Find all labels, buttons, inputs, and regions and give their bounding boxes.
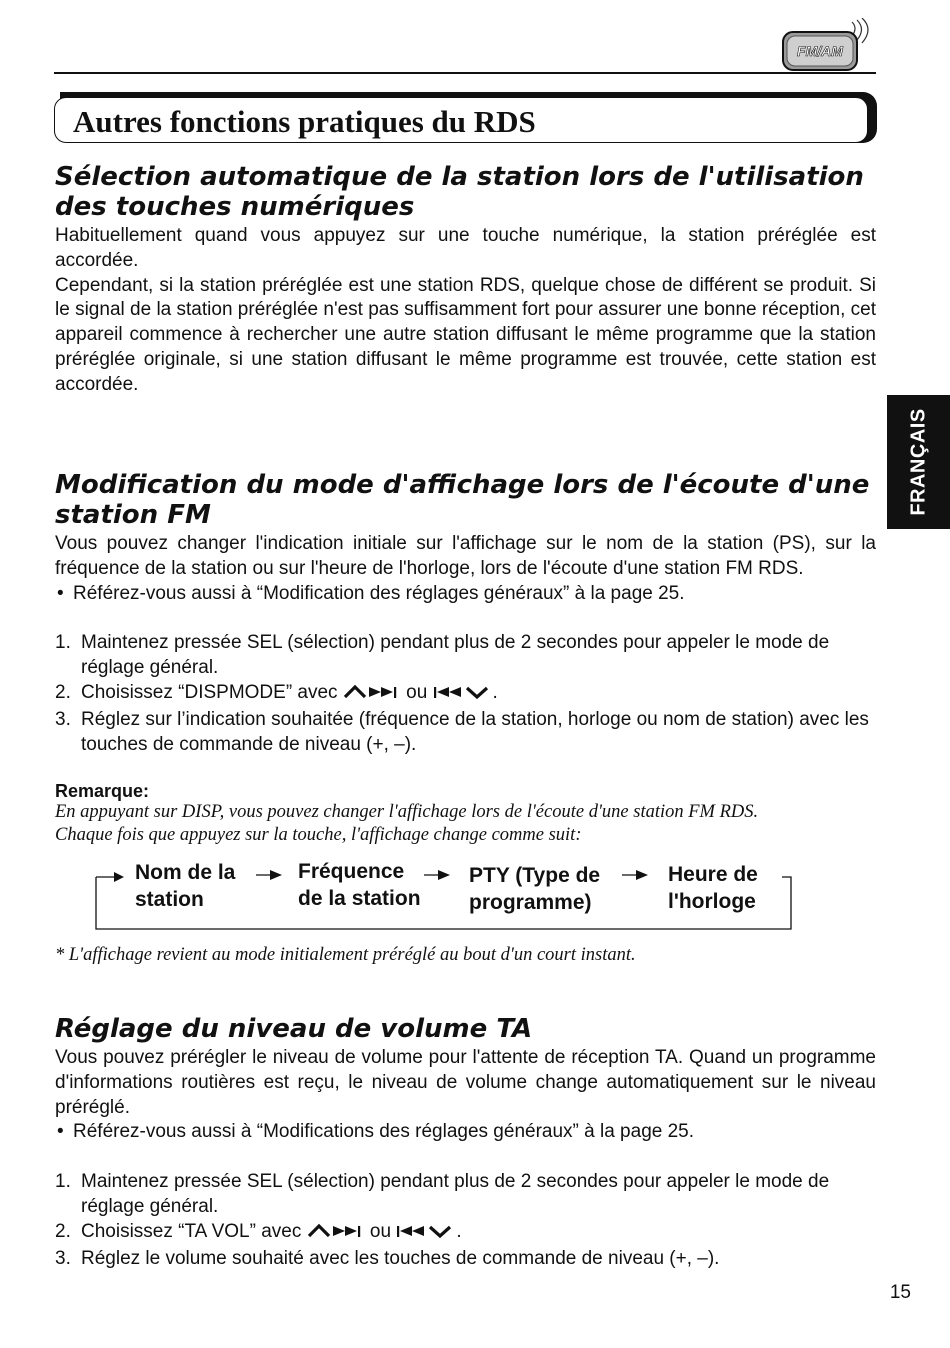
step-text: Choisissez “TA VOL” avec xyxy=(81,1220,302,1242)
bullet-mark: • xyxy=(57,1121,64,1143)
section-2-para-1: Vous pouvez changer l'indication initiale sur l'affichage sur le nom de la station (PS), sur la fréquence de la station ou sur l'heure de l'horloge, lors de l'écoute d'une station FM RDS. xyxy=(55,533,876,579)
flow-step-frequency: Fréquence de la station xyxy=(298,860,421,910)
prev-down-icon xyxy=(396,1222,456,1247)
header-rule xyxy=(54,72,876,74)
list-item xyxy=(55,1170,876,1220)
language-tab-label: FRANÇAIS xyxy=(907,408,929,516)
section-2-heading-line1: Modification du mode d'affichage lors de l'écoute d'une xyxy=(55,470,870,500)
section-1-para-1: Habituellement quand vous appuyez sur une touche numérique, la station préréglée est accordée. xyxy=(55,225,876,271)
step-number: 3. xyxy=(55,1247,71,1269)
list-item xyxy=(55,681,876,708)
bullet-text: Référez-vous aussi à “Modifications des réglages généraux” à la page 25. xyxy=(73,1121,695,1143)
step-text: ou xyxy=(369,1220,392,1242)
flow-step-pty: PTY (Type de programme) xyxy=(469,864,601,914)
language-tab xyxy=(887,395,950,529)
section-2-steps xyxy=(55,631,876,757)
list-item xyxy=(55,631,876,681)
bullet-text: Référez-vous aussi à “Modification des réglages généraux” à la page 25. xyxy=(73,582,685,604)
section-1-heading xyxy=(55,162,876,222)
step-number: 2. xyxy=(55,681,71,703)
prev-down-icon xyxy=(433,683,493,708)
step-text: Choisissez “DISPMODE” avec xyxy=(81,681,338,703)
footnote: * L'affichage revient au mode initialement préréglé au bout d'un court instant. xyxy=(55,945,636,965)
bullet-mark: • xyxy=(57,582,64,604)
step-text: . xyxy=(492,681,498,703)
up-next-icon xyxy=(307,1222,365,1247)
section-2-heading-line2: station FM xyxy=(55,500,211,530)
remark-title: Remarque: xyxy=(55,781,150,801)
step-number: 3. xyxy=(55,708,71,730)
section-2-heading xyxy=(55,470,876,530)
section-3-heading: Réglage du niveau de volume TA xyxy=(55,1014,533,1044)
section-3-para-1: Vous pouvez prérégler le niveau de volume pour l'attente de réception TA. Quand un programme d'informations routières est reçu, le niveau de volume change automatiquement sur le niveau préréglé. xyxy=(55,1047,876,1118)
flow-step-station-name: Nom de la station xyxy=(135,861,236,911)
fm-am-logo xyxy=(780,18,880,74)
display-cycle-diagram xyxy=(94,855,794,933)
flow-step-clock: Heure de l'horloge xyxy=(668,863,758,913)
step-text: Réglez le volume souhaité avec les touches de commande de niveau (+, –). xyxy=(81,1247,720,1269)
section-3-bullet xyxy=(55,1120,876,1145)
list-item xyxy=(55,708,876,758)
section-3-steps xyxy=(55,1170,876,1271)
remark-line-2: Chaque fois que appuyez sur la touche, l'affichage change comme suit: xyxy=(55,825,582,845)
section-1 xyxy=(55,162,876,398)
page-number: 15 xyxy=(889,1282,911,1303)
up-next-icon xyxy=(343,683,401,708)
step-number: 1. xyxy=(55,1171,71,1193)
step-number: 2. xyxy=(55,1220,71,1242)
page-title: Autres fonctions pratiques du RDS xyxy=(73,104,536,139)
remark-line-1: En appuyant sur DISP, vous pouvez changer l'affichage lors de l'écoute d'une station FM RDS. xyxy=(55,802,759,822)
step-text: Réglez sur l’indication souhaitée (fréquence de la station, horloge ou nom de station) avec les touches de commande de niveau (+, –). xyxy=(81,708,869,755)
section-3 xyxy=(55,1014,876,1271)
section-1-heading-line2: des touches numériques xyxy=(55,192,415,222)
svg-text:FM/AM: FM/AM xyxy=(797,43,843,59)
step-text: Maintenez pressée SEL (sélection) pendant plus de 2 secondes pour appeler le mode de réglage général. xyxy=(81,1171,830,1217)
list-item xyxy=(55,1220,876,1247)
step-text: ou xyxy=(406,681,428,703)
section-1-heading-line1: Sélection automatique de la station lors de l'utilisation xyxy=(55,162,864,192)
step-number: 1. xyxy=(55,632,71,654)
section-2-bullet xyxy=(55,582,876,607)
step-text: Maintenez pressée SEL (sélection) pendant plus de 2 secondes pour appeler le mode de réglage général. xyxy=(81,632,830,679)
section-2 xyxy=(55,470,876,757)
list-item xyxy=(55,1247,876,1272)
step-text: . xyxy=(456,1220,462,1242)
section-1-para-2: Cependant, si la station préréglée est une station RDS, quelque chose de différent se produit. Si le signal de la station préréglée n'est pas suffisamment fort pour assurer une bonne réception, cet appareil commence à rechercher une autre station diffusant le même programme que la station préréglée originale, si une station diffusant le même programme est trouvée, cette station est accordée. xyxy=(55,274,876,395)
